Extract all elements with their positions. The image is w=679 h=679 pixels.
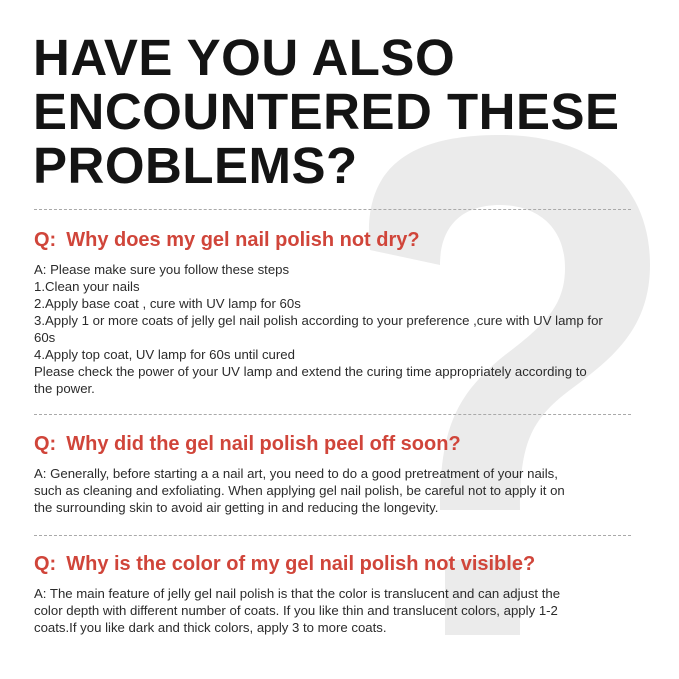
faq-question-3 (34, 552, 654, 576)
page-title (33, 31, 653, 193)
answer-line: A: Please make sure you follow these steps (34, 262, 290, 277)
divider (34, 535, 631, 536)
answer-line: A: The main feature of jelly gel nail polish is that the color is translucent and can adjust the (34, 586, 561, 601)
divider (34, 414, 631, 415)
question-prefix: Q: (34, 553, 57, 575)
answer-line: color depth with different number of coats. If you like thin and translucent colors, apply 1-2 (34, 603, 558, 618)
answer-line: 3.Apply 1 or more coats of jelly gel nail polish according to your preference ,cure with UV lamp for (34, 313, 603, 328)
question-text: Why did the gel nail polish peel off soon? (66, 433, 461, 455)
faq-answer-1 (34, 261, 644, 397)
title-line-2: ENCOUNTERED THESE (33, 83, 620, 140)
question-text: Why is the color of my gel nail polish not visible? (66, 553, 536, 575)
title-line-1: HAVE YOU ALSO (33, 29, 456, 86)
faq-answer-2 (34, 465, 644, 516)
answer-line: 60s (34, 330, 56, 345)
faq-answer-3 (34, 585, 644, 636)
answer-line: such as cleaning and exfoliating. When applying gel nail polish, be careful not to apply it on (34, 483, 565, 498)
answer-line: A: Generally, before starting a a nail art, you need to do a good pretreatment of your nails, (34, 466, 558, 481)
answer-line: the power. (34, 381, 95, 396)
answer-line: 2.Apply base coat , cure with UV lamp for 60s (34, 296, 301, 311)
title-line-3: PROBLEMS? (33, 137, 358, 194)
question-text: Why does my gel nail polish not dry? (66, 229, 420, 251)
answer-line: coats.If you like dark and thick colors, apply 3 to more coats. (34, 620, 387, 635)
divider (34, 209, 631, 210)
faq-question-1 (34, 228, 654, 252)
question-prefix: Q: (34, 433, 57, 455)
answer-line: the surrounding skin to avoid air getting in and reducing the longevity. (34, 500, 439, 515)
answer-line: 4.Apply top coat, UV lamp for 60s until cured (34, 347, 295, 362)
answer-line: 1.Clean your nails (34, 279, 140, 294)
faq-question-2 (34, 432, 654, 456)
question-prefix: Q: (34, 229, 57, 251)
answer-line: Please check the power of your UV lamp and extend the curing time appropriately according to (34, 364, 587, 379)
